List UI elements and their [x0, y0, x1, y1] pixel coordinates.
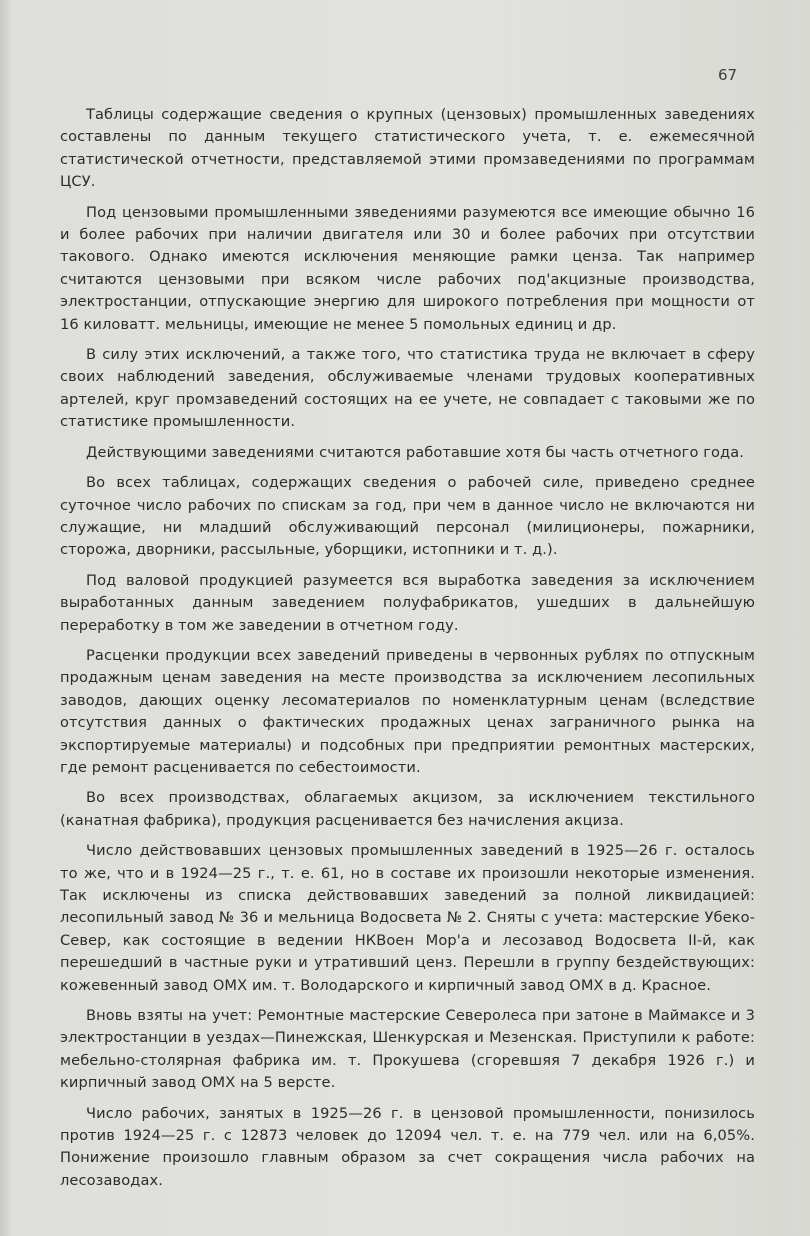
paragraph-gross-output: Под валовой продукцией разумеется вся выработка заведения за исключением выработанных данным заведением полуфабрикатов, ушедших в дальнейшую переработку в том же заведении в отчетном году. [60, 571, 755, 634]
paragraph-active-enterprises: Действующими заведениями считаются работавшие хотя бы часть отчетного года. [86, 443, 744, 461]
paragraph-exceptions: В силу этих исключений, а также того, что статистика труда не включает в сферу своих наблюдений заведения, обслуживаемые членами трудовых кооперативных артелей, круг промзаведений состоящих на ее учете, не совпадает с таковыми же по статистике промышленности. [60, 346, 755, 431]
paragraph-census-definition: Под цензовыми промышленными зяведениями разумеются все имеющие обычно 16 и более рабочих при наличии двигателя или 30 и более рабочих при отсутствии такового. Однако имеются исключения меняющие рамки ценза. Так например считаются цензовыми при всяком числе рабочих под'акцизные производства, электростанции, отпускающие энергию для широкого потребления при мощности от 16 киловатт. мельницы, имеющие не менее 5 помольных единиц и др. [60, 203, 755, 333]
paragraph-workforce: Во всех таблицах, содержащих сведения о рабочей силе, приведено среднее суточное число рабочих по спискам за год, при чем в данное число не включаются ни служащие, ни младший обслуживающий персонал (милиционеры, пожарники, сторожа, дворники, рассыльные, уборщики, истопники и т. д.). [60, 474, 755, 559]
paragraph-excise: Во всех производствах, облагаемых акцизом, за исключением текстильного (канатная фабрика), продукция расценивается без начисления акциза. [60, 789, 755, 829]
body-text [60, 104, 755, 1200]
paragraph-enterprise-count: Число действовавших цензовых промышленных заведений в 1925—26 г. осталось то же, что и в 1924—25 г., т. е. 61, но в составе их произошли некоторые изменения. Так исключены из списка действовавших заведений за полной ликвидацией: лесопильный завод № 36 и мельница Водосвета № 2. Сняты с учета: мастерские Убеко-Север, как состоящие в ведении НКВоен Мор'а и лесозавод Водосвета II-й, как перешедший в частные руки и утративший ценз. Перешли в группу бездействующих: кожевенный завод ОМХ им. т. Володарского и кирпичный завод ОМХ в д. Красное. [60, 842, 755, 994]
paragraph-census-tables: Таблицы содержащие сведения о крупных (цензовых) промышленных заведениях составлены по данным текущего статистического учета, т. е. ежемесячной статистической отчетности, представляемой этими промзаведениями по программам ЦСУ. [60, 106, 755, 191]
page-number: 67 [718, 66, 738, 84]
paragraph-worker-decline: Число рабочих, занятых в 1925—26 г. в цензовой промышленности, понизилось против 1924—25 г. с 12873 человек до 12094 чел. т. е. на 779 чел. или на 6,05%. Понижение произошло главным образом за счет сокращения числа рабочих на лесозаводах. [60, 1104, 755, 1189]
paragraph-new-registrations: Вновь взяты на учет: Ремонтные мастерские Северолеса при затоне в Маймаксе и 3 электростанции в уездах—Пинежская, Шенкурская и Мезенская. Приступили к работе: мебельно-столярная фабрика им. т. Прокушева (сгоревшяя 7 декабря 1926 г.) и кирпичный завод ОМХ на 5 версте. [60, 1007, 755, 1092]
paragraph-pricing: Расценки продукции всех заведений приведены в червонных рублях по отпускным продажным ценам заведения на месте производства за исключением лесопильных заводов, дающих оценку лесоматериалов по номенклатурным ценам (вследствие отсутствия данных о фактических продажных ценах заграничного рынка на экспортируемые материалы) и подсобных при предприятии ремонтных мастерских, где ремонт расценивается по себестоимости. [60, 646, 755, 776]
